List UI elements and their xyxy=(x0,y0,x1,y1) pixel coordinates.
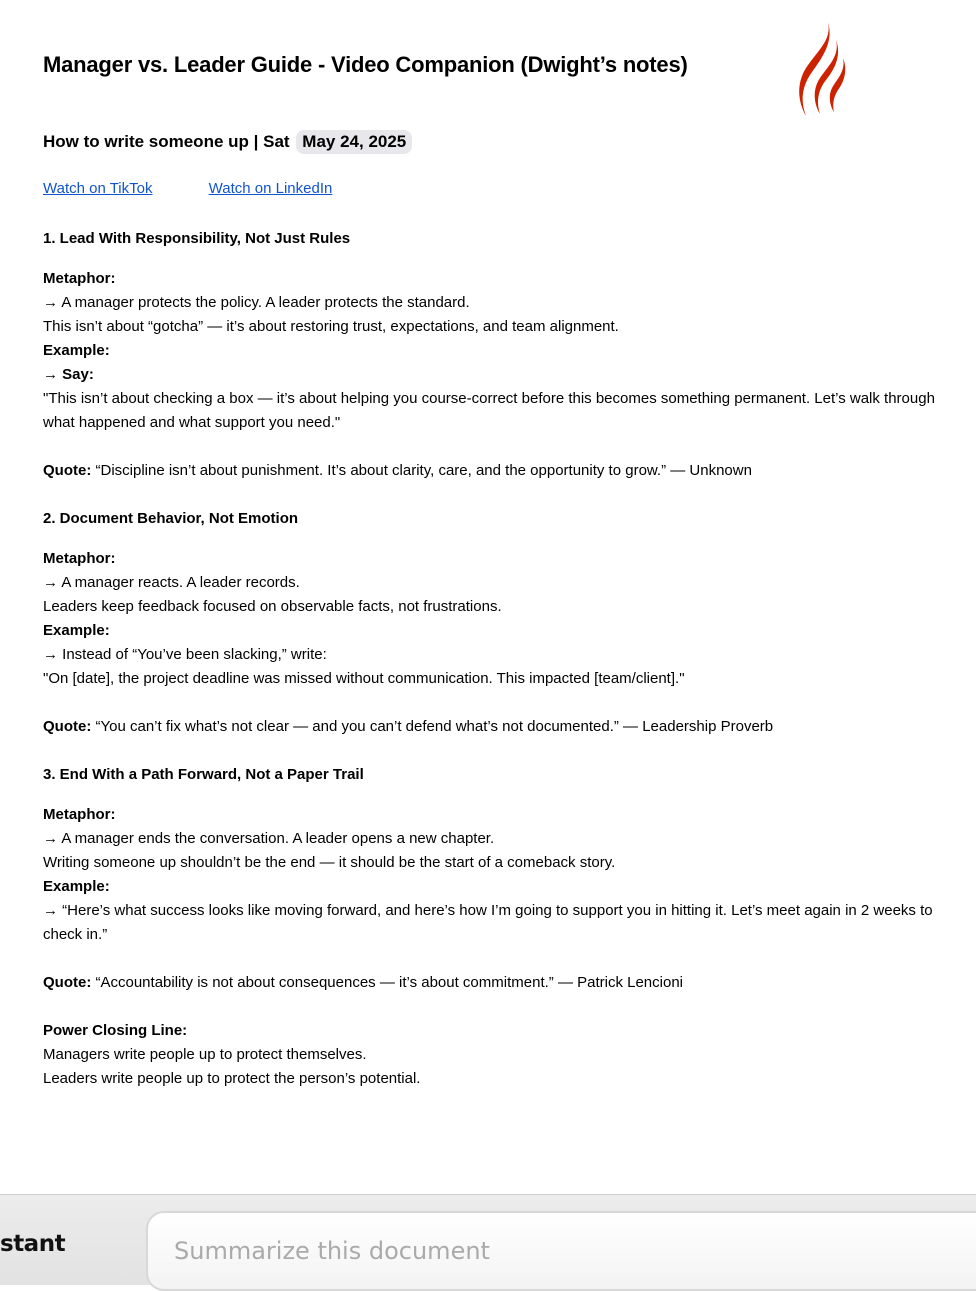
document-body xyxy=(43,227,943,1091)
example-label: Example: xyxy=(43,878,110,895)
example-line: → Instead of “You’ve been slacking,” write: xyxy=(43,646,327,663)
metaphor-line: Writing someone up shouldn’t be the end — it should be the start of a comeback story. xyxy=(43,854,616,871)
quote-label: Quote: xyxy=(43,718,92,735)
example-say: → Say: xyxy=(43,366,94,383)
example-label: Example: xyxy=(43,342,110,359)
quote-line xyxy=(43,715,943,739)
tiktok-link[interactable]: Watch on TikTok xyxy=(43,180,153,197)
metaphor-line: This isn’t about “gotcha” — it’s about restoring trust, expectations, and team alignment. xyxy=(43,318,619,335)
quote-label: Quote: xyxy=(43,974,92,991)
quote-text: “You can’t fix what’s not clear — and you can’t defend what’s not documented.” — Leadership Proverb xyxy=(91,718,774,735)
metaphor-line: → A manager ends the conversation. A leader opens a new chapter. xyxy=(43,830,495,847)
metaphor-label: Metaphor: xyxy=(43,550,116,567)
date-chip[interactable]: May 24, 2025 xyxy=(296,130,412,154)
subtitle-text: How to write someone up | Sat xyxy=(43,132,290,151)
closing-line: Managers write people up to protect themselves. xyxy=(43,1046,367,1063)
assistant-prompt-input[interactable] xyxy=(146,1211,976,1291)
quote-text: “Accountability is not about consequences — it’s about commitment.” — Patrick Lencioni xyxy=(91,974,684,991)
example-line: "This isn’t about checking a box — it’s about helping you course-correct before this becomes something permanent. Let’s walk through what happened and what support you need." xyxy=(43,390,935,431)
assistant-bar xyxy=(0,1194,976,1285)
section-heading: 3. End With a Path Forward, Not a Paper Trail xyxy=(43,766,364,783)
closing-line: Leaders write people up to protect the person’s potential. xyxy=(43,1070,421,1087)
closing-label: Power Closing Line: xyxy=(43,1022,188,1039)
document-subtitle xyxy=(43,130,412,154)
flame-icon xyxy=(788,20,848,120)
document-title: Manager vs. Leader Guide - Video Companion (Dwight’s notes) xyxy=(43,52,688,77)
metaphor-label: Metaphor: xyxy=(43,806,116,823)
metaphor-label: Metaphor: xyxy=(43,270,116,287)
quote-line xyxy=(43,971,943,995)
example-label: Example: xyxy=(43,622,110,639)
quote-text: “Discipline isn’t about punishment. It’s about clarity, care, and the opportunity to grow.” — Unknown xyxy=(91,462,752,479)
quote-line xyxy=(43,459,943,483)
example-line: "On [date], the project deadline was missed without communication. This impacted [team/client]." xyxy=(43,670,685,687)
assistant-label: stant xyxy=(0,1231,66,1257)
example-line: → “Here’s what success looks like moving forward, and here’s how I’m going to support you in hitting it. Let’s meet again in 2 weeks to check in.” xyxy=(43,902,933,943)
metaphor-line: → A manager protects the policy. A leader protects the standard. xyxy=(43,294,470,311)
video-links xyxy=(43,180,384,197)
section-heading: 2. Document Behavior, Not Emotion xyxy=(43,510,299,527)
metaphor-line: Leaders keep feedback focused on observable facts, not frustrations. xyxy=(43,598,502,615)
linkedin-link[interactable]: Watch on LinkedIn xyxy=(208,180,333,197)
metaphor-line: → A manager reacts. A leader records. xyxy=(43,574,300,591)
quote-label: Quote: xyxy=(43,462,92,479)
section-heading: 1. Lead With Responsibility, Not Just Rules xyxy=(43,230,351,247)
